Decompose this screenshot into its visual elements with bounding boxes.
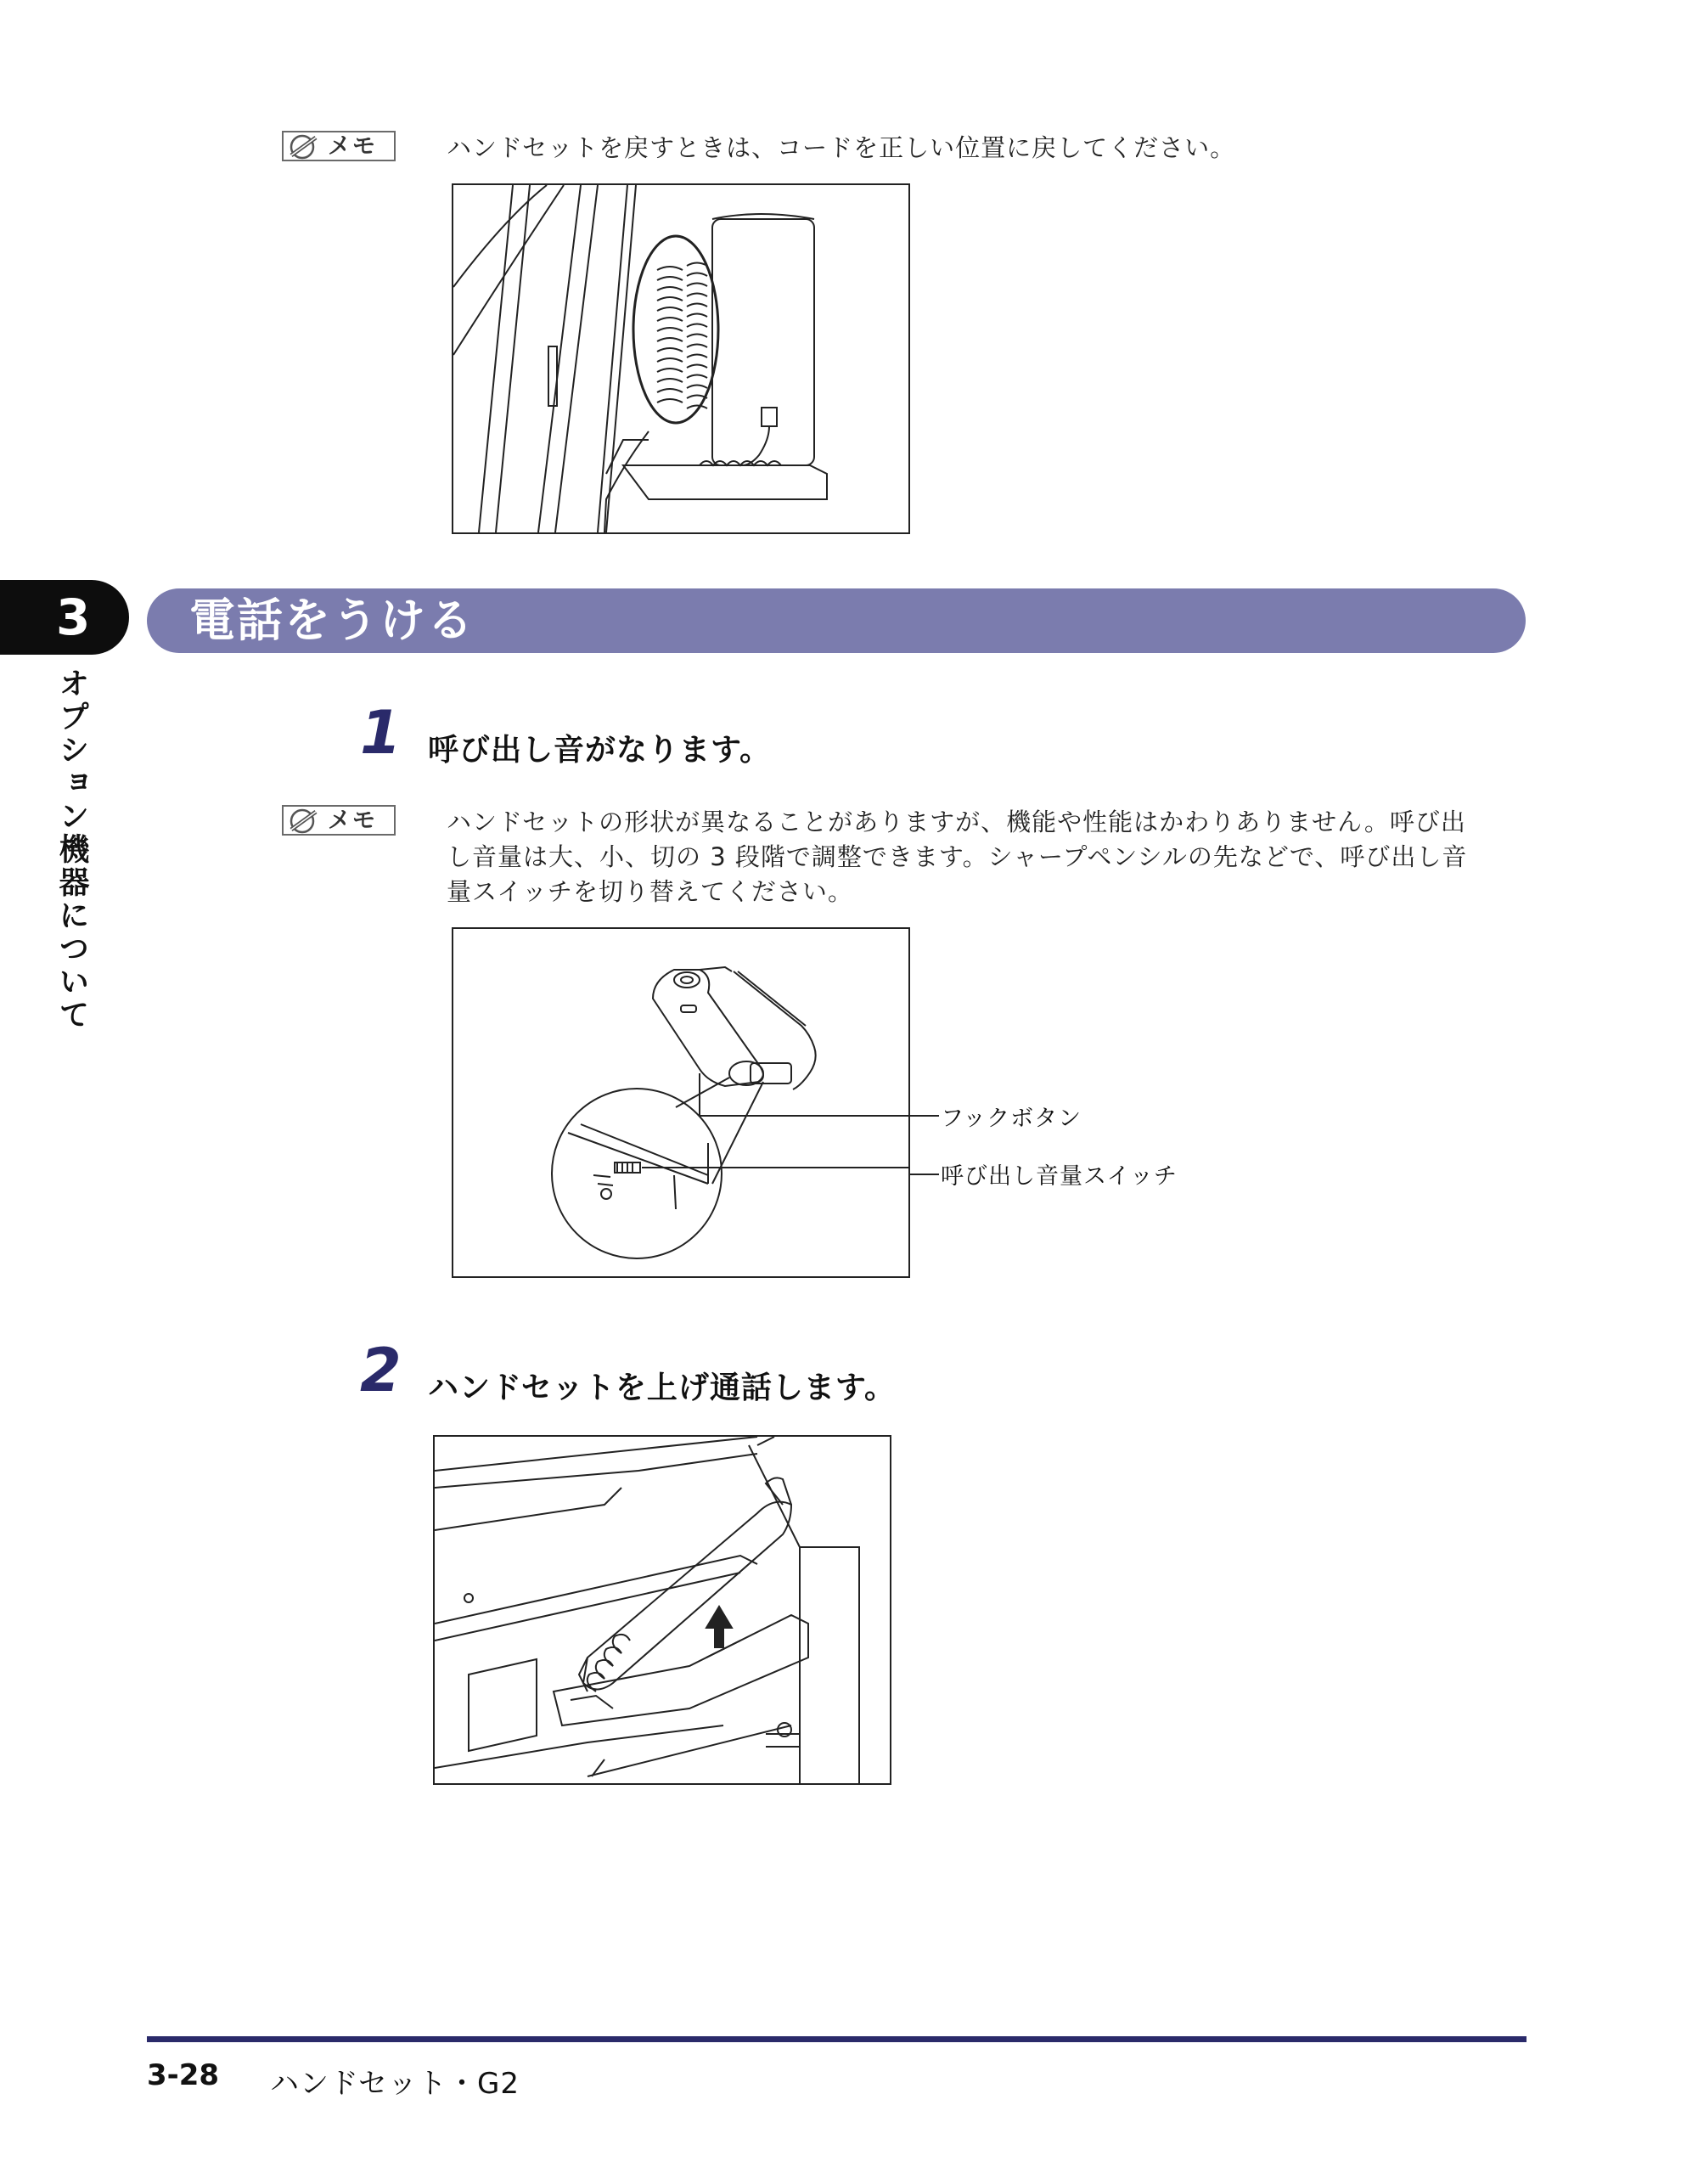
memo-text-line: し音量は大、小、切の 3 段階で調整できます。シャープペンシルの先などで、呼び出し音: [447, 842, 1468, 871]
footer-title: ハンドセット・G2: [270, 2067, 520, 2101]
footer-rule: [147, 2036, 1527, 2042]
cradle-cord-figure: [452, 183, 910, 534]
memo-label: メモ: [328, 808, 377, 834]
callout-leader-line: [908, 1174, 939, 1175]
callout-volume-switch: 呼び出し音量スイッチ: [941, 1163, 1178, 1190]
chapter-title: オプション機器について: [54, 667, 89, 1032]
cradle-cord-illustration: [453, 185, 908, 532]
memo-text: ハンドセットを戻すときは、コードを正しい位置に戻してください。: [447, 133, 1236, 162]
callout-leader-line: [908, 1115, 939, 1117]
callout-hook-button: フックボタン: [941, 1106, 1082, 1132]
section-header: [147, 588, 1526, 653]
pencil-icon: [284, 132, 326, 161]
step-text: ハンドセットを上げ通話します。: [428, 1371, 897, 1405]
handset-illustration: [453, 929, 908, 1276]
memo-badge: [282, 131, 396, 161]
page-number: 3-28: [147, 2058, 220, 2092]
step-text: 呼び出し音がなります。: [428, 733, 772, 768]
lift-handset-figure: [433, 1435, 891, 1785]
chapter-tab: [0, 580, 129, 655]
lift-handset-illustration: [435, 1437, 890, 1783]
section-title: 電話をうける: [189, 594, 475, 647]
memo-label: メモ: [328, 133, 377, 160]
step-number: 2: [360, 1336, 402, 1405]
memo-text-line: 量スイッチを切り替えてください。: [447, 877, 853, 906]
handset-figure: [452, 927, 910, 1278]
step-number: 1: [360, 698, 402, 768]
chapter-number: 3: [56, 588, 91, 646]
pencil-icon: [284, 807, 326, 836]
memo-badge: [282, 805, 396, 836]
memo-text-line: ハンドセットの形状が異なることがありますが、機能や性能はかわりありません。呼び出: [447, 808, 1466, 836]
